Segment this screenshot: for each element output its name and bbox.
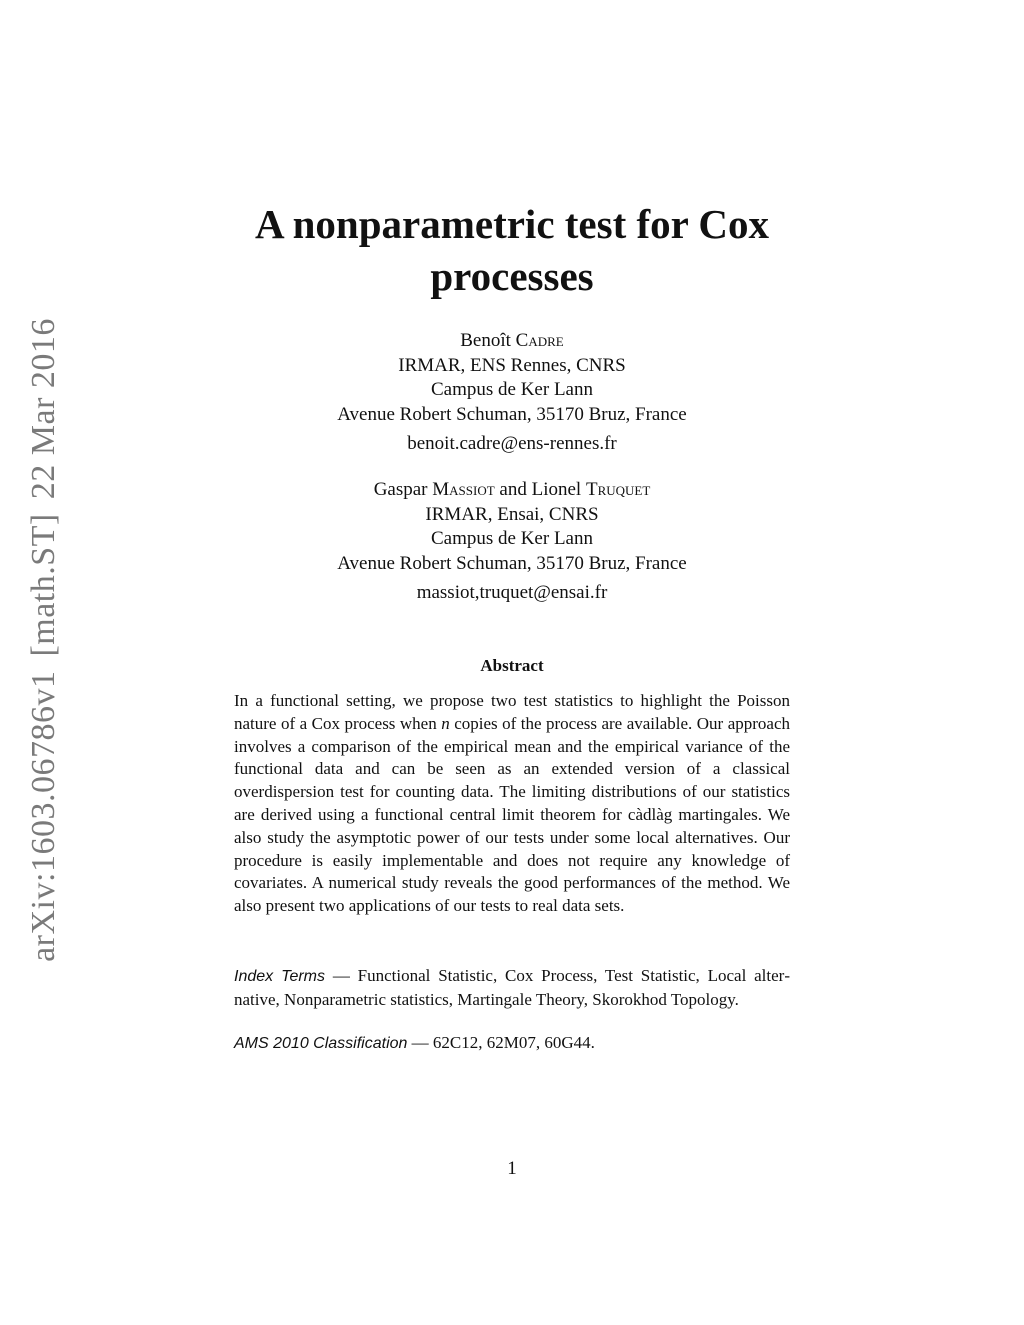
index-terms-text: — Functional Statistic, Cox Process, Test Statistic, Local alternative, Nonparametric statistics, Martingale Theory, Skorokhod Topology.	[234, 966, 791, 1009]
abstract-heading: Abstract	[480, 656, 544, 675]
author-2-address: Avenue Robert Schuman, 35170 Bruz, France	[337, 552, 687, 574]
arxiv-side-stamp	[25, 318, 63, 962]
index-terms	[234, 965, 790, 1012]
ams-label: AMS 2010 Classification	[234, 1035, 408, 1052]
ams-text: — 62C12, 62M07, 60G44.	[411, 1033, 595, 1052]
author-2-campus: Campus de Ker Lann	[431, 528, 593, 549]
index-terms-label: Index Terms	[234, 968, 326, 985]
paper-title	[200, 198, 824, 302]
arxiv-id: arXiv:1603.06786v1	[25, 670, 62, 962]
page-number: 1	[507, 1158, 517, 1179]
author-1-campus: Campus de Ker Lann	[431, 379, 593, 400]
author-block-1	[250, 329, 774, 457]
author-1-name: Benoît Cadre	[460, 330, 564, 351]
ams-classification	[234, 1032, 790, 1056]
arxiv-date: 22 Mar 2016	[25, 318, 62, 500]
author-1-address: Avenue Robert Schuman, 35170 Bruz, France	[337, 403, 687, 425]
abstract-body: In a functional setting, we propose two test statistics to highlight the Poisson nature of a Cox process when n copies of the process are available. Our approach involves a comparison of the empirical mean and the empirical variance of the functional data and can be seen as an extended version of a classical overdispersion test for counting data. The limiting distributions of our statistics are derived using a functional central limit theorem for càdlàg martingales. We also study the asymptotic power of our tests under some local alternatives. Our procedure is easily implementable and does not require any knowledge of covariates. A numerical study reveals the good performances of the method. We also present two applications of our tests to real data sets.	[234, 691, 791, 916]
author-2-affiliation: IRMAR, Ensai, CNRS	[425, 503, 599, 525]
title-line-2: processes	[430, 253, 594, 299]
arxiv-category: [math.ST]	[25, 513, 62, 657]
author-block-2	[250, 478, 774, 606]
title-line-1: A nonparametric test for Cox	[255, 201, 769, 247]
author-2-email[interactable]: massiot,truquet@ensai.fr	[416, 582, 608, 603]
variable-n: n	[441, 713, 450, 733]
author-1-email[interactable]: benoit.cadre@ens-rennes.fr	[407, 433, 617, 454]
author-1-affiliation: IRMAR, ENS Rennes, CNRS	[398, 354, 626, 376]
author-2-names: Gaspar Massiot and Lionel Truquet	[373, 479, 651, 500]
